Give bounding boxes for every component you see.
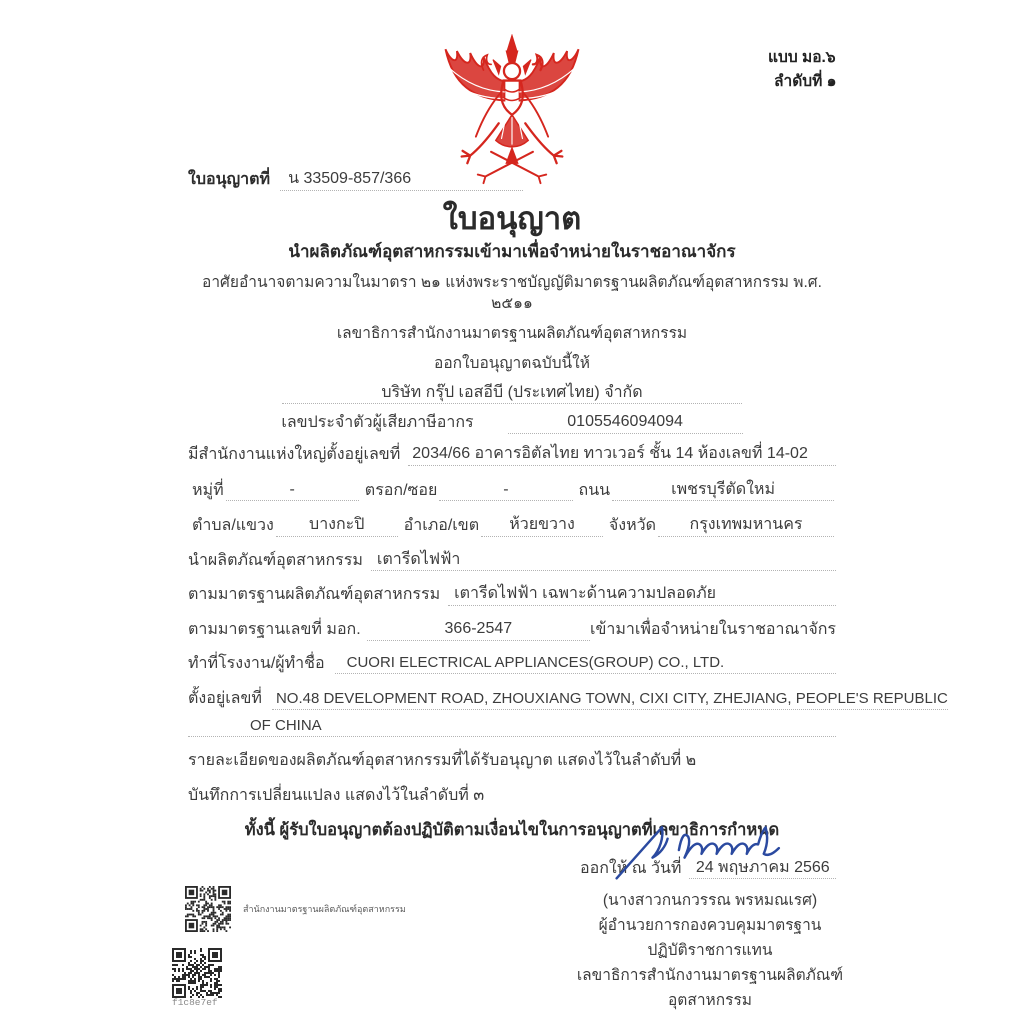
preamble-line-3: ออกใบอนุญาตฉบับนี้ให้ bbox=[434, 354, 590, 372]
form-sequence-line: ลำดับที่ ๑ bbox=[774, 73, 837, 90]
form-type-tag bbox=[768, 46, 836, 94]
tax-id-value: 0105546094094 bbox=[508, 411, 743, 434]
signature-block bbox=[540, 818, 880, 1013]
signer-position-3: เลขาธิการสำนักงานมาตรฐานผลิตภัณฑ์อุตสาหกรรม bbox=[576, 967, 844, 1009]
product-value: เตารีดไฟฟ้า bbox=[371, 549, 836, 572]
change-note-line: บันทึกการเปลี่ยนแปลง แสดงไว้ในลำดับที่ ๓ bbox=[188, 786, 485, 804]
standard-value: เตารีดไฟฟ้า เฉพาะด้านความปลอดภัย bbox=[448, 583, 836, 606]
license-number-label: ใบอนุญาตที่ bbox=[188, 171, 271, 188]
signer-position-1: ผู้อำนวยการกองควบคุมมาตรฐาน bbox=[598, 917, 822, 934]
standard-number-label: ตามมาตรฐานเลขที่ มอก. bbox=[188, 621, 361, 639]
garuda-emblem-icon bbox=[417, 34, 607, 186]
road-label: ถนน bbox=[578, 481, 611, 499]
head-office-value: 2034/66 อาคารอิตัลไทย ทาวเวอร์ ชั้น 14 ห้องเลขที่ 14-02 bbox=[408, 443, 836, 466]
company-name-value: บริษัท กรุ๊ป เอสอีบี (ประเทศไทย) จำกัด bbox=[282, 382, 742, 405]
license-number-row bbox=[188, 168, 836, 191]
factory-name-label: ทำที่โรงงาน/ผู้ทำชื่อ bbox=[188, 654, 325, 672]
tax-id-label: เลขประจำตัวผู้เสียภาษีอากร bbox=[281, 414, 474, 432]
standard-row bbox=[188, 583, 836, 606]
subdistrict-value: บางกะปิ bbox=[276, 514, 398, 537]
issue-date-value: 24 พฤษภาคม 2566 bbox=[689, 857, 836, 880]
preamble-line-1: อาศัยอำนาจตามความในมาตรา ๒๑ แห่งพระราชบัญญัติมาตรฐานผลิตภัณฑ์อุตสาหกรรม พ.ศ. ๒๕๑๑ bbox=[202, 274, 822, 313]
factory-name-value: CUORI ELECTRICAL APPLIANCES(GROUP) CO., LTD. bbox=[335, 653, 836, 674]
head-office-row bbox=[188, 443, 836, 466]
moo-label: หมู่ที่ bbox=[192, 481, 224, 499]
qr-block-2 bbox=[172, 948, 224, 1008]
product-label: นำผลิตภัณฑ์อุตสาหกรรม bbox=[188, 551, 363, 569]
factory-address-line2: OF CHINA bbox=[188, 716, 836, 737]
province-value: กรุงเทพมหานคร bbox=[658, 514, 834, 537]
conditions-line: ทั้งนี้ ผู้รับใบอนุญาตต้องปฏิบัติตามเงื่อนไขในการอนุญาตที่เลขาธิการกำหนด bbox=[244, 821, 780, 840]
factory-name-row bbox=[188, 653, 836, 675]
signer-position-2: ปฏิบัติราชการแทน bbox=[647, 942, 773, 959]
qr-code-1-caption: สำนักงานมาตรฐานผลิตภัณฑ์อุตสาหกรรม bbox=[243, 904, 406, 914]
detail-note-line: รายละเอียดของผลิตภัณฑ์อุตสาหกรรมที่ได้รับอนุญาต แสดงไว้ในลำดับที่ ๒ bbox=[188, 752, 697, 770]
qr-code-2-caption: f1c8e7ef bbox=[172, 997, 218, 1008]
factory-address-label: ตั้งอยู่เลขที่ bbox=[188, 690, 262, 708]
tax-id-row bbox=[188, 411, 836, 434]
standard-number-value: 366-2547 bbox=[367, 618, 590, 641]
factory-address-row bbox=[188, 688, 948, 710]
document-title: ใบอนุญาต bbox=[442, 200, 582, 236]
head-office-label: มีสำนักงานแห่งใหญ่ตั้งอยู่เลขที่ bbox=[188, 446, 401, 464]
document-subtitle: นำผลิตภัณฑ์อุตสาหกรรมเข้ามาเพื่อจำหน่ายในราชอาณาจักร bbox=[288, 242, 736, 262]
address-row-2 bbox=[188, 514, 836, 537]
signature-ink bbox=[605, 818, 815, 884]
soi-value: - bbox=[439, 479, 572, 502]
factory-address-row-2 bbox=[188, 716, 836, 737]
license-number-value: น 33509-857/366 bbox=[280, 168, 523, 191]
factory-address-line1: NO.48 DEVELOPMENT ROAD, ZHOUXIANG TOWN, CIXI CITY, ZHEJIANG, PEOPLE'S REPUBLIC bbox=[272, 689, 948, 710]
province-label: จังหวัด bbox=[608, 517, 657, 535]
qr-code-2-icon bbox=[172, 948, 222, 998]
standard-label: ตามมาตรฐานผลิตภัณฑ์อุตสาหกรรม bbox=[188, 586, 441, 604]
form-type-line: แบบ มอ.๖ bbox=[768, 49, 836, 66]
qr-code-1-icon bbox=[185, 886, 231, 932]
import-purpose-text: เข้ามาเพื่อจำหน่ายในราชอาณาจักร bbox=[589, 621, 836, 639]
district-label: อำเภอ/เขต bbox=[403, 517, 480, 535]
issue-date-label: ออกให้ ณ วันที่ bbox=[580, 859, 682, 877]
product-row bbox=[188, 549, 836, 572]
standard-number-row bbox=[188, 618, 836, 641]
qr-block-1 bbox=[185, 886, 406, 932]
soi-label: ตรอก/ซอย bbox=[364, 481, 438, 499]
preamble-line-2: เลขาธิการสำนักงานมาตรฐานผลิตภัณฑ์อุตสาหกรรม bbox=[336, 325, 688, 343]
document-body bbox=[188, 168, 948, 879]
road-value: เพชรบุรีตัดใหม่ bbox=[612, 479, 834, 502]
signer-name: (นางสาวกนกวรรณ พรหมณเรศ) bbox=[602, 892, 818, 909]
district-value: ห้วยขวาง bbox=[481, 514, 603, 537]
moo-value: - bbox=[226, 479, 359, 502]
address-row-1 bbox=[188, 479, 836, 502]
company-name-row bbox=[188, 382, 836, 405]
subdistrict-label: ตำบล/แขวง bbox=[192, 517, 274, 535]
